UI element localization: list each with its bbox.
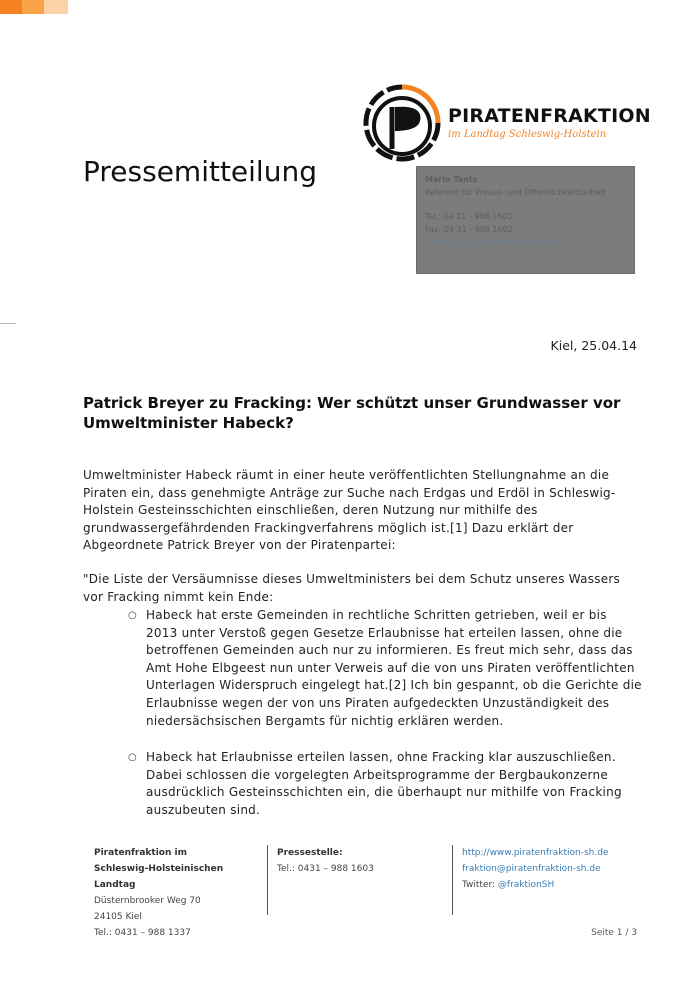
- twitter-handle-link[interactable]: @fraktionSH: [497, 880, 555, 890]
- corner-accent: [22, 0, 44, 14]
- bullet-circle-icon: ○: [128, 752, 137, 763]
- corner-accent: [44, 0, 68, 14]
- piratenfraktion-logo: [362, 83, 651, 163]
- quote-intro: "Die Liste der Versäumnisse dieses Umweltministers bei dem Schutz unseres Wassers vor Fracking nimmt kein Ende:: [83, 572, 621, 604]
- corner-accent: [0, 0, 22, 14]
- contact-role: Referent für Presse- und Öffentlichkeitsarbeit: [425, 188, 606, 197]
- contact-email-link[interactable]: mario.tants@piratenfraktion-sh.de: [425, 238, 564, 247]
- footer-links: [462, 845, 642, 893]
- fold-mark: [0, 323, 16, 324]
- footer-address: [94, 845, 264, 941]
- footer-press-label: Pressestelle:: [277, 848, 343, 858]
- footer-divider: [452, 845, 453, 915]
- contact-fax: Fax: 04 31 - 988 1602: [425, 225, 513, 234]
- footer-email-link[interactable]: fraktion@piratenfraktion-sh.de: [462, 864, 601, 874]
- footer-divider: [267, 845, 268, 915]
- document-date: Kiel, 25.04.14: [550, 338, 637, 353]
- logo-name: PIRATENFRAKTION: [448, 105, 651, 127]
- page-number: Seite 1 / 3: [591, 928, 637, 938]
- bullet-circle-icon: ○: [128, 610, 137, 621]
- footer-org-line1: Piratenfraktion im: [94, 848, 187, 858]
- contact-box: [416, 166, 635, 274]
- logo-subtitle: im Landtag Schleswig-Holstein: [448, 129, 607, 140]
- list-item: Habeck hat erste Gemeinden in rechtliche Schritten getrieben, weil er bis 2013 unter Verstoß gegen Gesetze Erlaubnisse hat erteilen lassen, ohne die betroffenen Gemeinden auch nur zu informieren. Es freut mich sehr, dass das Amt Hohe Elbgeest nun unter Verweis auf die von uns Piraten veröffentlichten Unterlagen Widerspruch eingelegt hat.[2] Ich bin gespannt, ob die Gerichte die Erlaubnisse wegen der von uns Piraten aufgedeckten Unzuständigkeit des niedersächsischen Bergamts für nichtig erklären werden.: [146, 608, 642, 728]
- footer-twitter: [462, 877, 642, 893]
- footer-press: [277, 845, 447, 877]
- footer-org-line2: Schleswig-Holsteinischen Landtag: [94, 864, 224, 890]
- list-item: Habeck hat Erlaubnisse erteilen lassen, ohne Fracking klar auszuschließen. Dabei schlossen die vorgelegten Arbeitsprogramme der Bergbaukonzerne ausdrücklich Gesteinsschichten ein, die überhaupt nur mithilfe von Fracking auszubeuten sind.: [146, 750, 622, 817]
- intro-paragraph: Umweltminister Habeck räumt in einer heute veröffentlichten Stellungnahme an die Piraten ein, dass genehmigte Anträge zur Suche nach Erdgas und Erdöl in Schleswig-Holstein Gesteinsschichten einschließen, deren Nutzung nur mithilfe des grundwassergefährdenden Frackingverfahrens möglich ist.[1] Dazu erklärt der Abgeordnete Patrick Breyer von der Piratenpartei:: [83, 468, 616, 553]
- footer-city: 24105 Kiel: [94, 912, 142, 922]
- contact-phone: Tel.: 04 31 - 988 1603: [425, 212, 513, 221]
- footer-phone: Tel.: 0431 – 988 1337: [94, 928, 191, 938]
- page-title: Pressemitteilung: [83, 155, 317, 188]
- pirate-sail-icon: [362, 83, 442, 163]
- footer-press-phone: Tel.: 0431 – 988 1603: [277, 864, 374, 874]
- twitter-label: Twitter:: [462, 880, 498, 890]
- contact-name: Mario Tants: [425, 175, 478, 184]
- headline: Patrick Breyer zu Fracking: Wer schützt unser Grundwasser vor Umweltminister Habeck?: [83, 394, 621, 432]
- footer-website-link[interactable]: http://www.piratenfraktion-sh.de: [462, 848, 609, 858]
- footer-street: Düsternbrooker Weg 70: [94, 896, 201, 906]
